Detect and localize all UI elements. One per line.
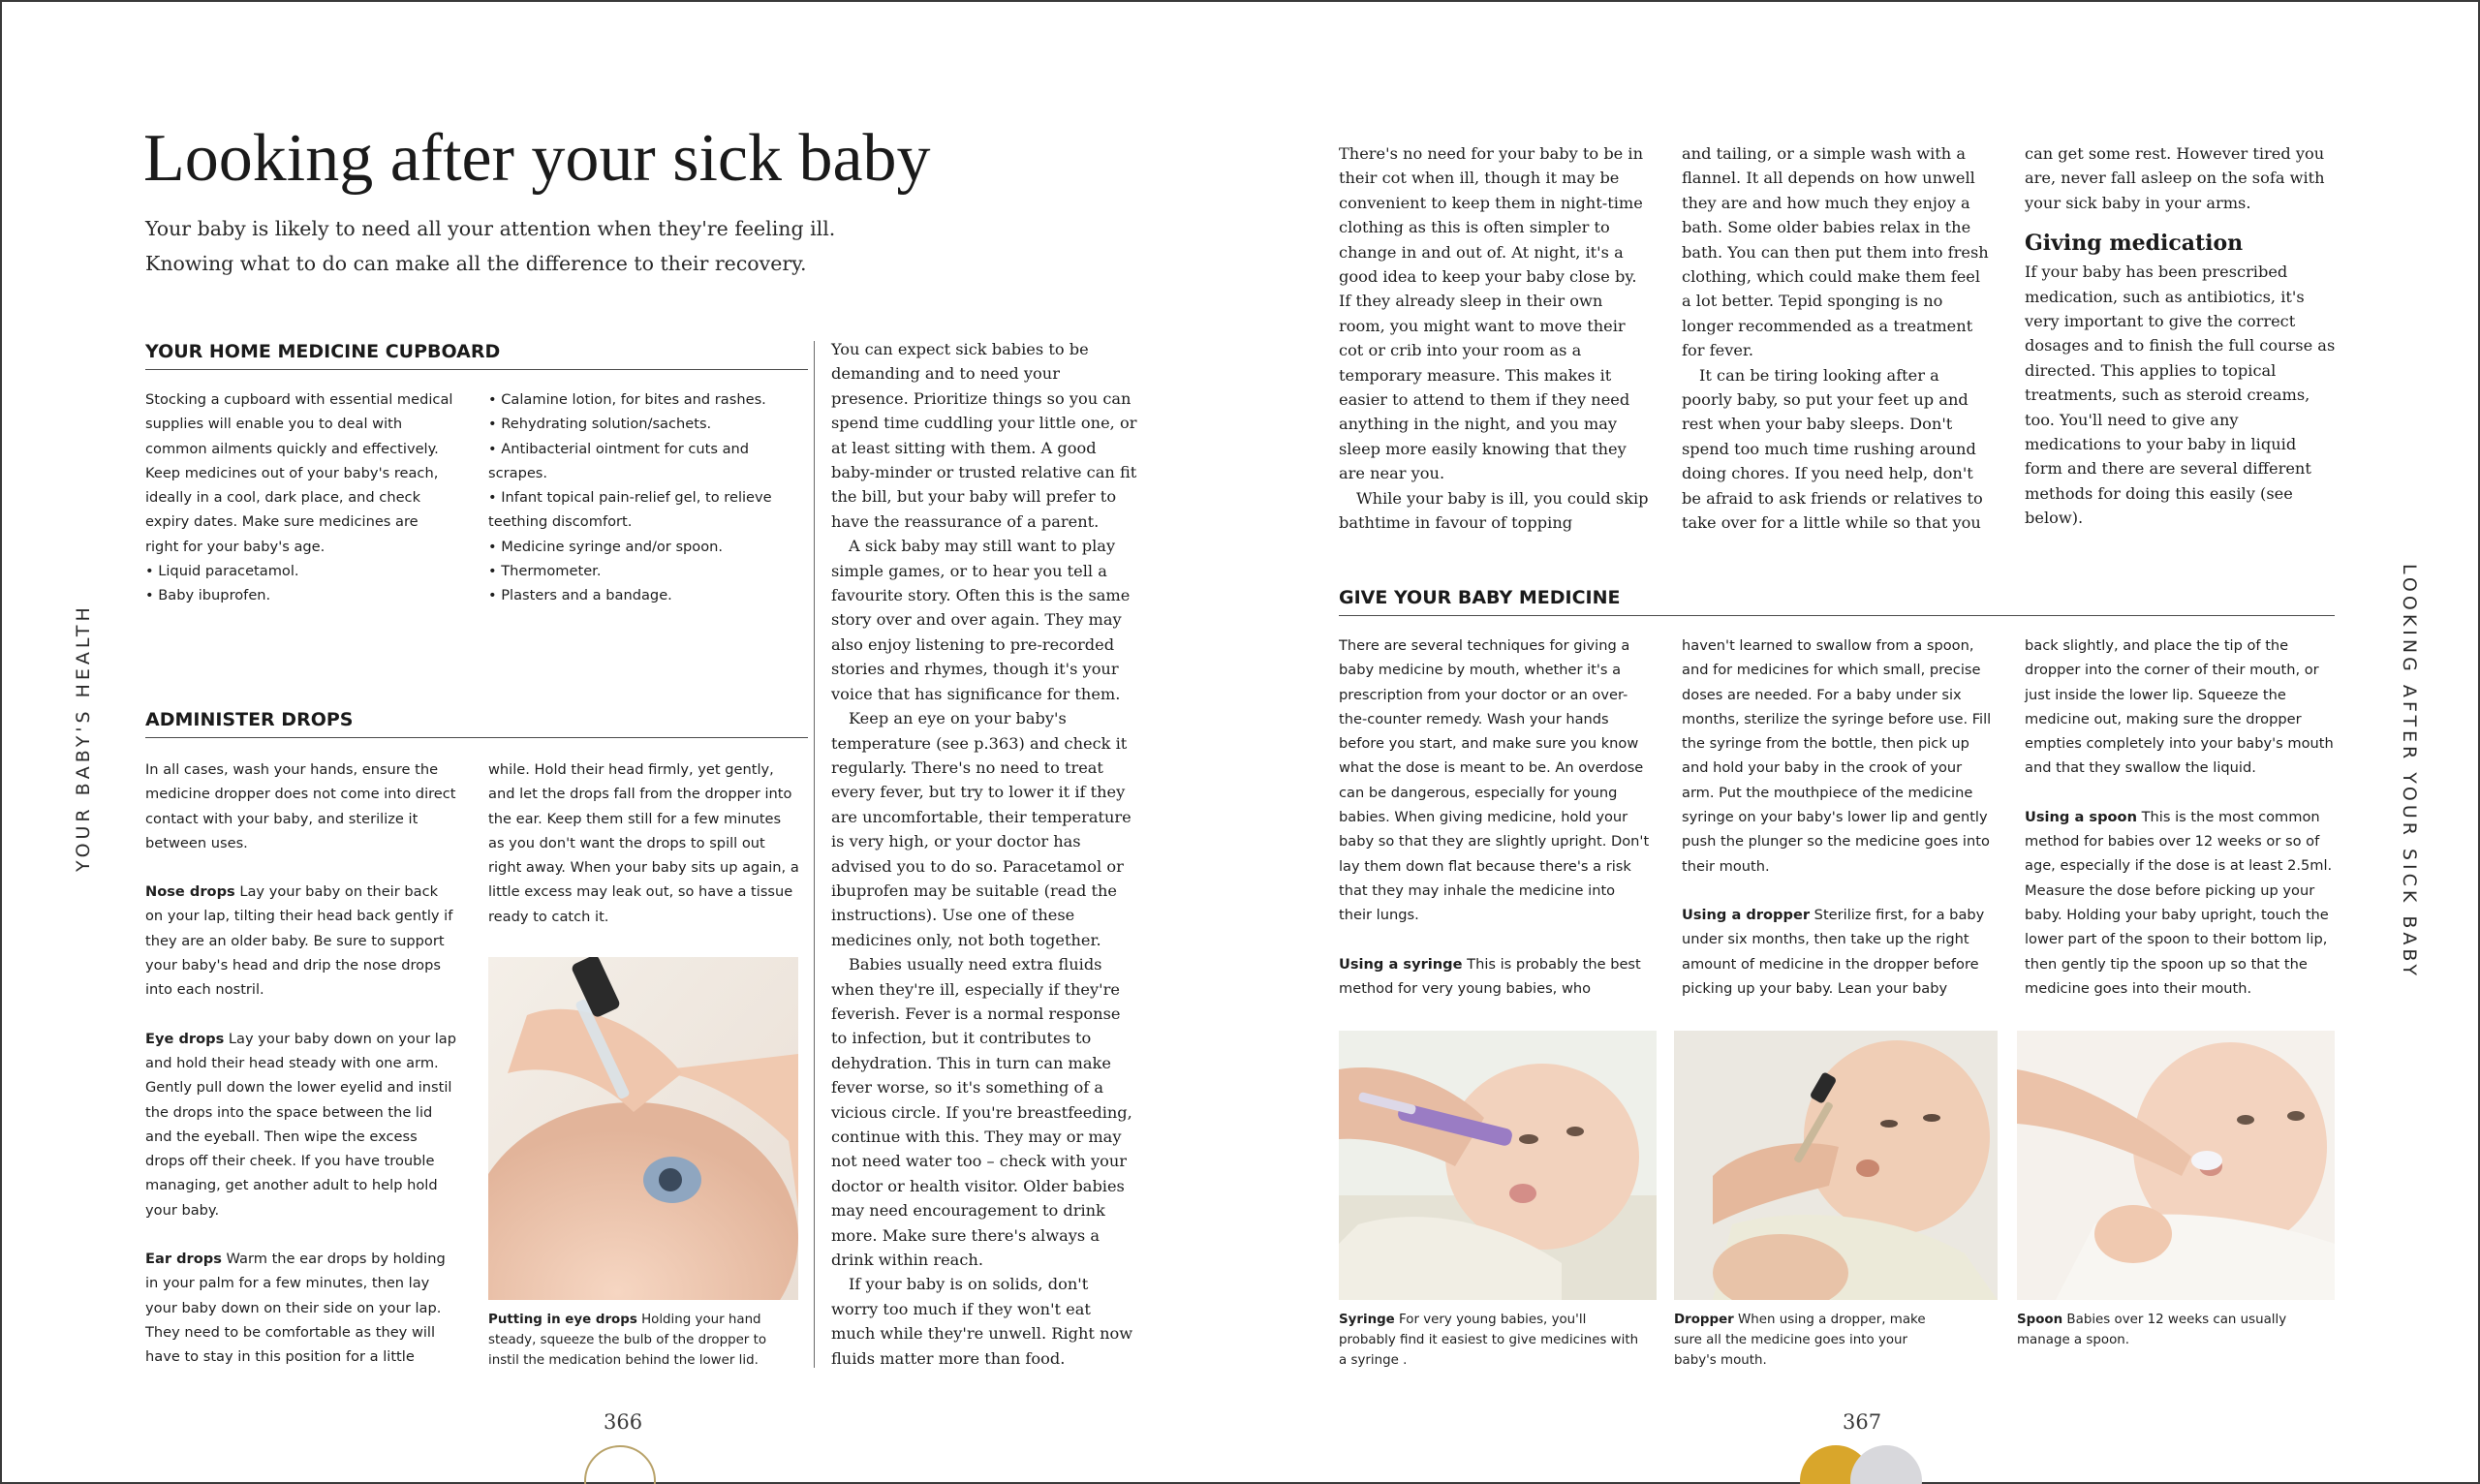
body-paragraph: Keep an eye on your baby's temperature (see p.363) and check it regularly. There's no need to treat every fever, but try to lower it if they are uncomfortable, their temperature is very high, or your doctor has advised you to do so. Paracetamol or ibuprofen may be suitable (read the instructions). Use one of these medicines only, not both together. — [831, 709, 1132, 949]
drops-intro-text: In all cases, wash your hands, ensure the medicine dropper does not come into direct contact with your baby, and sterilize it between uses. — [145, 761, 456, 851]
dropper-caption-label: Dropper — [1674, 1313, 1734, 1327]
ear-drops-text: Warm the ear drops by holding in your palm for a few minutes, then lay your baby down on their side on your lap. They need to be comfortable as they will have to stay in this position for a little — [145, 1251, 446, 1366]
cupboard-item: • Calamine lotion, for bites and rashes. — [488, 391, 766, 408]
right-col3 — [2025, 141, 2337, 531]
body-paragraph: A sick baby may still want to play simple games, or to hear you tell a favourite story. Often this is the same story over and over again. They may also enjoy listening to pre-recorded stories and rhymes, though it's your voice that has significance for them. — [831, 537, 1131, 703]
giving-medication-heading: Giving medication — [2025, 231, 2244, 257]
spoon-caption-text: Babies over 12 weeks can usually manage a spoon. — [2017, 1313, 2287, 1347]
thumb-tab-outline — [584, 1445, 656, 1484]
drops-continued-text: while. Hold their head firmly, yet gently, and let the drops fall from the dropper into the ear. Keep them still for a few minutes as you don't want the drops to spill out right away. When your baby sits up again, a little excess may leak out, so have a tissue ready to catch it. — [488, 761, 799, 925]
eye-drops-caption-label: Putting in eye drops — [488, 1313, 637, 1327]
nose-drops-label: Nose drops — [145, 883, 235, 901]
running-head-right: LOOKING AFTER YOUR SICK BABY — [2399, 564, 2420, 980]
spoon-label: Using a spoon — [2025, 808, 2137, 825]
intro-paragraph: Your baby is likely to need all your attention when they're feeling ill. Knowing what to do can make all the difference to their recovery. — [145, 217, 836, 275]
syringe-photo — [1339, 1031, 1657, 1300]
cupboard-rule — [145, 369, 808, 370]
body-paragraph: Babies usually need extra fluids when they're ill, especially if they're feverish. Fever is a normal response to infection, but it contributes to dehydration. This in turn can make fever worse, so it's something of a vicious circle. If you're breastfeeding, continue with this. They may or may not need water too – check with your doctor or health visitor. Older babies may need encouragement to drink more. Make sure there's always a drink within reach. — [831, 955, 1132, 1270]
medicine-intro-text: There are several techniques for giving a baby medicine by mouth, whether it's a prescription from your doctor or an over-the-counter remedy. Wash your hands before you start, and make sure you know what the dose is meant to be. An overdose can be dangerous, especially for young babies. When giving medicine, hold your baby so that they are slightly upright. Don't lay them down flat because there's a risk that they may inhale the medicine into their lungs. — [1339, 637, 1650, 924]
body-paragraph: It can be tiring looking after a poorly baby, so put your feet up and rest when your baby sleeps. Don't spend too much time rushing around doing chores. If you need help, don't be afraid to ask friends or relatives to take over for a little while so that you — [1682, 365, 1983, 533]
cupboard-item: • Antibacterial ointment for cuts and scrapes. — [488, 440, 750, 481]
body-paragraph: If your baby has been prescribed medication, such as antibiotics, it's very important to give the correct dosages and to finish the full course as directed. This applies to topical treatments, such as steroid creams, too. You'll need to give any medications to your baby in liquid form and there are several different methods for doing this easily (see below). — [2025, 263, 2336, 528]
medicine-col3 — [2025, 634, 2337, 1001]
drops-rule — [145, 737, 808, 738]
page-number-right: 367 — [1843, 1410, 1882, 1434]
spoon-paragraph — [2025, 805, 2337, 1001]
body-paragraph: and tailing, or a simple wash with a flannel. It all depends on how unwell they are and how much they enjoy a bath. Some older babies relax in the bath. You can then put them into fresh clothing, which could make them feel a lot better. Tepid sponging is no longer recommended as a treatment for fever. — [1682, 144, 1989, 360]
medicine-rule — [1339, 615, 2335, 616]
cupboard-item: • Plasters and a bandage. — [488, 587, 672, 604]
body-paragraph: If your baby is on solids, don't worry too much if they won't eat much while they're unwell. Right now fluids matter more than food. — [831, 1275, 1133, 1368]
dropper-label: Using a dropper — [1682, 906, 1811, 923]
dropper-photo — [1674, 1031, 1998, 1300]
left-column3 — [831, 337, 1139, 1371]
medicine-col3-text: back slightly, and place the tip of the dropper into the corner of their mouth, or just inside the lower lip. Squeeze the medicine out, making sure the dropper empties completely into your baby's mouth and that they swallow the liquid. — [2025, 637, 2334, 777]
cupboard-col2 — [488, 387, 798, 608]
dropper-paragraph — [1682, 903, 1994, 1001]
right-col2 — [1682, 141, 1994, 536]
syringe-label: Using a syringe — [1339, 955, 1463, 973]
cupboard-item: • Infant topical pain-relief gel, to relieve teething discomfort. — [488, 489, 772, 531]
eye-drops-paragraph — [145, 1027, 457, 1222]
right-col1 — [1339, 141, 1651, 536]
drops-col1 — [145, 757, 457, 1370]
cupboard-item: • Medicine syringe and/or spoon. — [488, 538, 724, 555]
nose-drops-text: Lay your baby on their back on your lap, tilting their head back gently if they are an older baby. Be sure to support your baby's head and drip the nose drops into each nostril. — [145, 883, 453, 999]
cupboard-heading: YOUR HOME MEDICINE CUPBOARD — [145, 341, 501, 362]
dropper-caption — [1674, 1310, 1936, 1371]
syringe-text: This is probably the best method for very young babies, who — [1339, 955, 1641, 997]
syringe-caption-label: Syringe — [1339, 1313, 1395, 1327]
running-head-left: YOUR BABY'S HEALTH — [73, 603, 94, 872]
cupboard-col1 — [145, 387, 455, 608]
eye-drops-caption — [488, 1310, 798, 1371]
spoon-caption — [2017, 1310, 2317, 1350]
ear-drops-label: Ear drops — [145, 1251, 222, 1268]
cupboard-item: • Baby ibuprofen. — [145, 587, 271, 604]
medicine-heading: GIVE YOUR BABY MEDICINE — [1339, 587, 1621, 608]
ear-drops-paragraph — [145, 1247, 457, 1369]
medicine-col2-text: haven't learned to swallow from a spoon, and for medicines for which small, precise doses are needed. For a baby under six months, sterilize the syringe before use. Fill the syringe from the bottle, then pick up and hold your baby in the crook of your arm. Put the mouthpiece of the medicine syringe on your baby's lower lip and gently push the plunger so the medicine goes into their mouth. — [1682, 637, 1992, 875]
dropper-text: Sterilize first, for a baby under six months, then take up the right amount of medicine in the dropper before picking up your baby. Lean your baby — [1682, 906, 1985, 997]
eye-drops-label: Eye drops — [145, 1030, 225, 1047]
dropper-caption-text: When using a dropper, make sure all the medicine goes into your baby's mouth. — [1674, 1313, 1926, 1368]
eye-drops-caption-text: Holding your hand steady, squeeze the bulb of the dropper to instil the medication behind the lower lid. — [488, 1313, 767, 1368]
body-paragraph: You can expect sick babies to be demanding and to need your presence. Prioritize things so you can spend time cuddling your little one, or at least sitting with them. A good baby-minder or trusted relative can fit the bill, but your baby will prefer to have the reassurance of a parent. — [831, 340, 1137, 531]
spoon-caption-label: Spoon — [2017, 1313, 2063, 1327]
spoon-photo — [2017, 1031, 2335, 1300]
cupboard-intro-text: Stocking a cupboard with essential medical supplies will enable you to deal with common ailments quickly and effectively. Keep medicines out of your baby's reach, ideally in a cool, dark place, and check expiry dates. Make sure medicines are right for your baby's age. — [145, 391, 453, 555]
thumb-tab-grey — [1850, 1445, 1922, 1484]
drops-heading: ADMINISTER DROPS — [145, 709, 354, 730]
medicine-col2 — [1682, 634, 1994, 1001]
page-number-left: 366 — [604, 1410, 643, 1434]
body-paragraph: can get some rest. However tired you are, never fall asleep on the sofa with your sick baby in your arms. — [2025, 144, 2325, 212]
syringe-paragraph — [1339, 952, 1651, 1002]
cupboard-item: • Liquid paracetamol. — [145, 563, 299, 580]
cupboard-item: • Rehydrating solution/sachets. — [488, 416, 712, 433]
body-paragraph: There's no need for your baby to be in their cot when ill, though it may be convenient to keep them in night-time clothing as this is often simpler to change in and out of. At night, it's a good idea to keep your baby close by. If they already sleep in their own room, you might want to move their cot or crib into your room as a temporary measure. This makes it easier to attend to them if they need anything in the night, and you may sleep more easily knowing that they are near you. — [1339, 144, 1644, 483]
column-divider — [814, 341, 815, 1368]
syringe-caption-text: For very young babies, you'll probably find it easiest to give medicines with a syringe . — [1339, 1313, 1639, 1368]
cupboard-item: • Thermometer. — [488, 563, 602, 580]
medicine-col1 — [1339, 634, 1651, 1001]
page-title: Looking after your sick baby — [143, 121, 931, 196]
spoon-text: This is the most common method for babies over 12 weeks or so of age, especially if the dose is at least 2.5ml. Measure the dose before picking up your baby. Holding your baby upright, touch the lower part of the spoon to their bottom lip, then gently tip the spoon up so that the medicine goes into their mouth. — [2025, 808, 2333, 997]
syringe-caption — [1339, 1310, 1639, 1371]
eye-drops-text: Lay your baby down on your lap and hold their head steady with one arm. Gently pull down the lower eyelid and instil the drops into the space between the lid and the eyeball. Then wipe the excess drops off their cheek. If you have trouble managing, get another adult to help hold your baby. — [145, 1030, 457, 1219]
eye-drops-photo — [488, 957, 798, 1300]
body-paragraph: While your baby is ill, you could skip bathtime in favour of topping — [1339, 488, 1649, 533]
drops-col2 — [488, 757, 800, 929]
nose-drops-paragraph — [145, 880, 457, 1002]
